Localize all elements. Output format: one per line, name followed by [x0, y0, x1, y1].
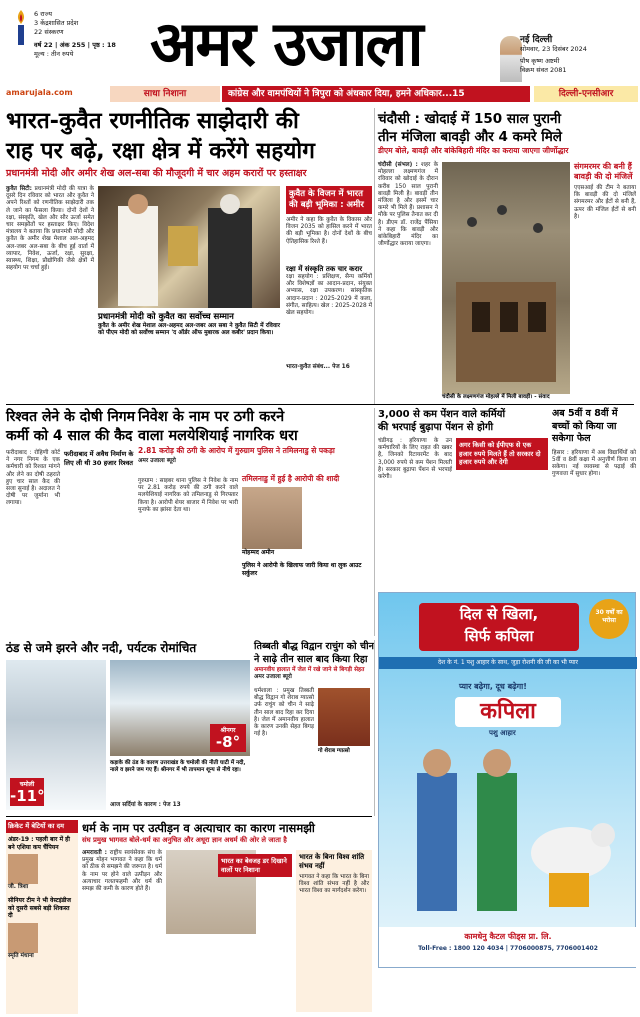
vikram-samvat: विक्रम संवत 2081 [520, 66, 567, 74]
leader-photo [500, 36, 522, 82]
school-headline: अब 5वीं व 8वीं में बच्चों को किया जा सकेगा फेल [552, 408, 618, 444]
divider [374, 108, 375, 404]
photo-name: गो शेराब ग्यात्सो [318, 748, 350, 754]
pension-body: चंडीगढ़ : हरियाणा के उन कर्मचारियों के लिए राहत की खबर है, जिनको रिटायरमेंट के बाद 3,000 रुपये से कम पेंशन मिलती है। सरकार बुढ़ापा पेंशन से भरपाई करेगी। [378, 438, 452, 481]
chandausi-headline-line: तीन मंजिला बावड़ी और 4 कमरे मिले [378, 129, 562, 145]
rss-sidebar [296, 850, 372, 1012]
tibet-headline-line: ने साढ़े तीन साल बाद किया रिहा [254, 654, 368, 665]
srinagar-label: श्रीनगर [220, 727, 236, 734]
rss-body [82, 850, 162, 1012]
byline: अमर उजाला ब्यूरो [254, 674, 292, 680]
stepwell-illustration [442, 162, 570, 394]
price: मूल्य : तीन रुपये [34, 50, 74, 58]
fraud-headline-line: वाला मलयेशियाई नागरिक धरा [138, 428, 298, 444]
byline: अमर उजाला ब्यूरो [138, 458, 176, 464]
chamoli-value: -11° [10, 787, 45, 805]
section-rule [6, 816, 372, 817]
chandausi-body-text: शहर के मोहल्ला लक्ष्मणगंज में रविवार को खोदाई के दौरान करीब 150 साल पुरानी बावड़ी मिली है। बावड़ी तीन मंजिला है और इसमें चार कमरे भी मिले हैं। प्रशासन ने मौके पर पुलिस तैनात कर दी है। डीएम डॉ. राजेंद्र पैंसिया ने कहा कि बावड़ी और बांकेबिहारी मंदिर का जीर्णोद्धार कराया जाएगा। [378, 162, 439, 248]
ad-company: कामधेनु कैटल फीड्स प्रा. लि. [464, 932, 552, 941]
panchang: पौष कृष्ण अष्टमी [520, 57, 560, 65]
section-rule [6, 404, 634, 405]
rss-headline: धर्म के नाम पर उत्पीड़न व अत्याचार का कारण नासमझी [82, 821, 315, 835]
lead-headline [6, 106, 372, 166]
fraud-story [138, 408, 370, 636]
torch-logo-icon [12, 8, 30, 48]
ad-slogan-line: सिर्फ कपिला [464, 627, 534, 645]
ad-tag: प्यार बढ़ेगा, दूध बढ़ेगा! [459, 682, 527, 691]
lead-sidebar [286, 186, 372, 398]
player-name: जी. त्रिशा [8, 884, 29, 890]
edition-line: 22 संस्करण [34, 28, 64, 36]
date: सोमवार, 23 दिसंबर 2024 [520, 45, 587, 53]
cricket-item: अंडर-19 : पहली बार में ही बने एशिया कप चैंपियन [8, 836, 70, 851]
strip-headline[interactable]: कांग्रेस और वामपंथियों ने त्रिपुरा को अंधकार दिया, हमने अधिकार...15 [222, 86, 530, 102]
tibet-story [254, 640, 372, 812]
photo-caption-title: प्रधानमंत्री मोदी को कुवैत का सर्वोच्च सम्मान [98, 312, 234, 322]
cold-headline: ठंड से जमे झरने और नदी, पर्यटक रोमांचित [6, 641, 197, 655]
player-photo [8, 854, 38, 884]
cricket-item: सीनियर टीम ने भी वेस्टइंडीज को दूसरी सबसे बड़ी शिकस्त दी [8, 897, 71, 920]
stepwell-caption: चंदौसी के लक्ष्मणगंज मोहल्ले में मिली बावड़ी। - संवाद [442, 394, 550, 400]
issue-info: वर्ष 22 | अंक 255 | पृष्ठ : 18 [34, 41, 116, 49]
chandausi-story [378, 110, 636, 404]
chamoli-temp [10, 778, 44, 806]
tibet-headline [254, 640, 372, 666]
tibet-headline-line: तिब्बती बौद्ध विद्वान राचुंग को चीन [254, 641, 374, 652]
box-title: क्रिकेट में बेटियों का दम [6, 820, 78, 833]
ad-badge: 30 वर्षों का भरोसा [589, 599, 629, 639]
sidebar-title: संगमरमर की बनी हैं बावड़ी की दो मंजिलें [574, 162, 633, 181]
divider [374, 408, 375, 636]
fraud-inset [242, 474, 370, 634]
edition-line: 3 केंद्रशासित प्रदेश [34, 19, 79, 27]
pension-story [378, 408, 548, 588]
lead-story [6, 106, 372, 404]
ad-footer [379, 927, 637, 967]
player-photo [8, 923, 38, 953]
kapila-ad[interactable] [378, 592, 636, 968]
ad-brand-sub: पशु आहार [489, 729, 516, 737]
frozen-waterfall-photo [6, 660, 106, 810]
defence-title: रक्षा में संस्कृति तक चार करार [286, 265, 363, 273]
rss-body-2 [166, 938, 292, 1012]
photo-caption-text: कुवैत के अमीर शेख मेशाल अल-अहमद अल-जबर अल सबा ने कुवैत सिटी में रविवार को पीएम मोदी को सर्वोच्च सम्मान 'द ऑर्डर ऑफ मुबारक अल कबीर' प्रदान किया। [98, 323, 280, 337]
sidebar-title: भारत के बिना विश्व शांति संभव नहीं [299, 853, 365, 870]
bribery-headline [6, 408, 134, 446]
player-name: स्मृति मंधाना [8, 952, 34, 959]
inset-caption: पुलिस ने आरोपी के खिलाफ जारी किया था लुक आउट सर्कुलर [242, 562, 362, 577]
srinagar-temp [210, 724, 246, 752]
fraud-body: गुरुग्राम : साइबर थाना पुलिस ने निवेश के नाम पर 2.81 करोड़ रुपये की ठगी करने वाले मलयेशियाई नागरिक को तमिलनाडु से गिरफ्तार किया है। आरोपी शेयर बाजार में निवेश पर भारी मुनाफे का झांसा देता था। [138, 478, 238, 513]
top-strip [0, 86, 640, 102]
pension-headline-line: 3,000 से कम पेंशन वाले कर्मियों [378, 409, 506, 420]
scholar-photo [318, 688, 370, 746]
srinagar-value: -8° [215, 733, 241, 751]
sidebar-body: एएसआई की टीम ने बताया कि बावड़ी की दो मंजिलें संगमरमर और ईंटों से बनी हैं, ऊपर की मंजिल ईंटों से बनी है। [574, 185, 636, 220]
bhagwat-photo [166, 850, 287, 934]
edition-info [8, 6, 128, 90]
ad-slogan [419, 603, 579, 651]
school-body: हिसार : हरियाणा में अब विद्यार्थियों को 5वीं व 8वीं कक्षा में अनुत्तीर्ण किया जा सकेगा। नई व्यवस्था से पढ़ाई की गुणवत्ता में सुधार होगा। [552, 449, 636, 478]
rss-dateline: अमरावती : [82, 850, 107, 856]
fraud-subhead: 2.81 करोड़ की ठगी के आरोप में गुरुग्राम पुलिस ने तमिलनाडु से पकड़ा [138, 446, 335, 455]
lead-photo-caption [98, 312, 280, 402]
cold-caption: कड़ाके की ठंड के कारण उत्तराखंड के चमोली की नीती घाटी में नदी, नाले व झरने जम गए हैं। श्रीनगर में भी तापमान शून्य से नीचे रहा। [110, 760, 246, 773]
strip-label: साधा निशाना [110, 86, 220, 102]
chandausi-headline-line: चंदौसी : खोदाई में 150 साल पुरानी [378, 111, 561, 127]
chamoli-label: चमोली [19, 781, 35, 788]
lead-body-text: प्रधानमंत्री मोदी की यात्रा के दूसरे दिन रविवार को भारत और कुवैत ने अपने रिश्तों को रणनीतिक साझेदारी तक ले जाने का फैसला किया। दोनों देशों ने रक्षा, संस्कृति, खेल और सौर ऊर्जा समेत चार समझौतों पर हस्ताक्षर किए। विदेश मंत्रालय ने बताया कि प्रधानमंत्री मोदी और कुवैत के अमीर शेख मेशाल अल-अहमद अल-जबर अल-सबा के बीच हुई वार्ता में व्यापार, निवेश, ऊर्जा, रक्षा, सुरक्षा, स्वास्थ्य, शिक्षा, प्रौद्योगिकी जैसे क्षेत्रों में सहयोग पर चर्चा हुई। [6, 186, 95, 272]
ad-slogan-line: दिल से खिला, [459, 605, 539, 623]
sidebar-title: कुवैत के विजन में भारत की बड़ी भूमिका : अमीर [286, 186, 372, 214]
school-story [552, 408, 636, 588]
cold-story [6, 640, 250, 812]
sidebar-body: अमीर ने कहा कि कुवैत के विकास और विजन 2035 को हासिल करने में भारत की बड़ी भूमिका है। दोनों देशों के बीच ऐतिहासिक रिश्ते हैं। [286, 217, 372, 245]
continued-link[interactable]: आज सर्दियां के कारण : पेज 13 [110, 802, 181, 808]
continued-link[interactable]: भारत-कुवैत संबंध... पेज 16 [286, 364, 350, 370]
bribery-headline-line: कर्मी को 4 साल की कैद [6, 428, 133, 444]
dateline-box [520, 36, 636, 75]
lead-body [6, 186, 94, 398]
photo-name: मोहम्मद अमीन [242, 548, 275, 556]
bribery-story [6, 408, 134, 636]
ad-subline: देश के नं. 1 पशु आहार के साथ, जुड़ा रोशनी की जी का भी प्यार [379, 657, 637, 669]
accused-photo [242, 487, 302, 549]
tibet-body: धर्मशाला : प्रमुख तिब्बती बौद्ध विद्वान गो शेराब ग्यात्सो उर्फ राचुंग को चीन ने साढ़े तीन साल बाद रिहा कर दिया है। जेल में अमानवीय हालात के कारण उनकी सेहत बिगड़ गई है। [254, 688, 314, 738]
defence-body: रक्षा सहयोग : प्रशिक्षण, सैन्य कर्मियों और विशेषज्ञों का आदान-प्रदान, संयुक्त अभ्यास, रक्षा उपकरण। सांस्कृतिक आदान-प्रदान : 2025-2029 में कला, संगीत, साहित्य। खेल : 2025-2028 में खेल सहयोग। [286, 274, 372, 317]
srinagar-photo [110, 660, 250, 756]
pension-headline-line: की भरपाई बुढ़ापा पेंशन से होगी [378, 422, 494, 433]
rss-subhead: संघ प्रमुख भागवत बोले-धर्म का अनुचित और अधूरा ज्ञान अधर्म की ओर ले जाता है [82, 836, 287, 844]
quote-box: भारत का बेवजह डर दिखाने वालों पर निशाना [218, 854, 292, 877]
divider [374, 640, 375, 816]
pension-headline [378, 408, 548, 434]
ad-brand: कपिला [455, 697, 561, 727]
tibet-subhead: अमानवीय हालात में जेल में रखे जाने से बिगड़ी सेहत [254, 667, 365, 673]
women-cricket-box [6, 820, 78, 1014]
chandausi-body [378, 162, 438, 402]
stepwell-photo [442, 162, 570, 394]
chandausi-dateline: चंदौसी (संभल) : [378, 162, 418, 168]
edition-line: 6 राज्य [34, 10, 53, 18]
bribery-headline-line: रिश्वत लेने के दोषी निगम [6, 409, 136, 425]
city: नई दिल्ली [520, 35, 553, 45]
masthead: अमर उजाला [150, 7, 422, 80]
fraud-headline [138, 408, 370, 446]
lead-headline-line: राह पर बढ़े, रक्षा क्षेत्र में करेंगे सहयोग [6, 138, 315, 164]
fraud-headline-line: निवेश के नाम पर ठगी करने [138, 409, 285, 425]
ceremony-illustration [98, 186, 280, 308]
bribery-highlight: फरीदाबाद में अवैध निर्माण के लिए ली थी 30 हजार रिश्वत [64, 450, 134, 467]
lead-subhead: प्रधानमंत्री मोदी और अमीर शेख अल-सबा की मौजूदगी में चार अहम करारों पर हस्ताक्षर [6, 168, 307, 179]
ad-phone[interactable]: Toll-Free : 1800 120 4034 | 7706000875, 7706001402 [418, 945, 598, 952]
lead-headline-line: भारत-कुवैत रणनीतिक साझेदारी की [6, 108, 299, 134]
chandausi-sidebar [574, 162, 636, 392]
pension-highlight-box: अगर किसी को ईपीएफ से एक हजार रुपये मिलते हैं तो सरकार दो हजार रुपये और देगी [456, 438, 548, 470]
lead-photo [98, 186, 280, 308]
sidebar-body: भागवत ने कहा कि भारत के बिना विश्व शांति संभव नहीं है और भारत विश्व का मार्गदर्शन करेगा। [299, 874, 369, 895]
chandausi-headline [378, 110, 636, 146]
website-link[interactable]: amarujala.com [6, 88, 73, 97]
strip-section[interactable]: दिल्ली-एनसीआर [534, 86, 638, 102]
rss-story [82, 820, 372, 1014]
ad-models-illustration [399, 743, 619, 911]
rss-body-text: राष्ट्रीय स्वयंसेवक संघ के प्रमुख मोहन भागवत ने कहा कि धर्म को ठीक से समझने की जरूरत है। धर्म के नाम पर होने वाले उत्पीड़न और अत्याचार गलतफहमी और धर्म की समझ की कमी के कारण होते हैं। [82, 850, 162, 893]
bribery-body: फरीदाबाद : रोहिणी कोर्ट ने नगर निगम के एक कर्मचारी को रिश्वत मांगने और लेने का दोषी ठहराते हुए चार साल कैद की सजा सुनाई है। अदालत ने दोषी पर जुर्माना भी लगाया। [6, 450, 60, 507]
chandausi-subhead: डीएम बोले, बावड़ी और बांकेबिहारी मंदिर का कराया जाएगा जीर्णोद्धार [378, 146, 569, 155]
lead-dateline: कुवैत सिटी: [6, 186, 32, 192]
inset-title: तमिलनाडु में हुई है आरोपी की शादी [242, 474, 340, 483]
